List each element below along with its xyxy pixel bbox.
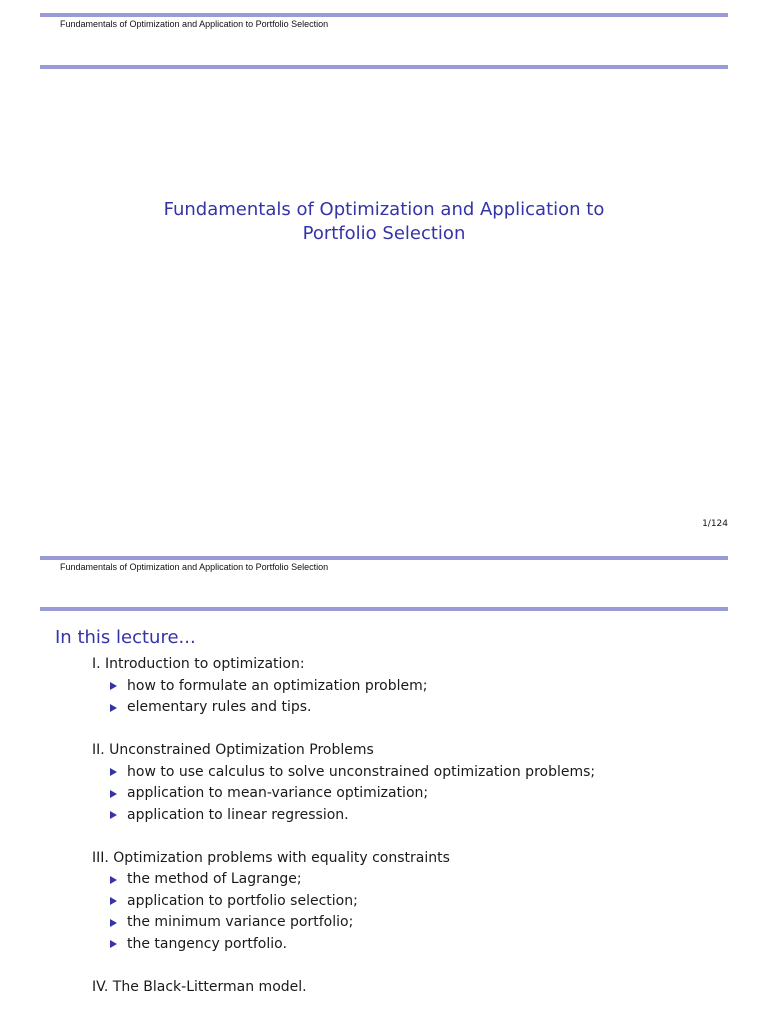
slide2-header-rule	[40, 607, 728, 611]
list-item	[110, 783, 712, 805]
list-item-text: elementary rules and tips.	[127, 699, 312, 715]
list-item-text: application to portfolio selection;	[127, 892, 358, 909]
outline-section	[92, 977, 712, 999]
outline-section	[92, 848, 712, 956]
section-heading: IV. The Black-Litterman model.	[92, 978, 307, 995]
slide1-title	[40, 198, 728, 246]
bullet-list	[92, 762, 712, 827]
list-item	[110, 912, 712, 934]
slide1-page-number: 1/124	[702, 519, 728, 529]
bullet-list	[92, 676, 712, 719]
list-item	[110, 697, 712, 719]
list-item	[110, 676, 712, 698]
triangle-right-icon	[110, 768, 117, 776]
lecture-outline	[92, 654, 712, 1020]
list-item-text: application to mean-variance optimization;	[127, 785, 429, 801]
list-item-text: the method of Lagrange;	[127, 871, 302, 887]
outline-section	[92, 654, 712, 719]
list-item-text: the minimum variance portfolio;	[127, 914, 354, 930]
triangle-right-icon	[110, 876, 117, 884]
list-item	[110, 869, 712, 891]
triangle-right-icon	[110, 811, 117, 819]
section-heading: I. Introduction to optimization:	[92, 656, 305, 672]
bullet-list	[92, 869, 712, 955]
triangle-right-icon	[110, 790, 117, 798]
slide1-header: Fundamentals of Optimization and Application to Portfolio Selection	[60, 19, 329, 29]
slide1-title-line: Fundamentals of Optimization and Application to	[163, 199, 605, 220]
list-item	[110, 762, 712, 784]
triangle-right-icon	[110, 919, 117, 927]
list-item-text: application to linear regression.	[127, 806, 349, 823]
triangle-right-icon	[110, 704, 117, 712]
list-item	[110, 934, 712, 956]
triangle-right-icon	[110, 940, 117, 948]
slide2-frame-title: In this lecture...	[55, 627, 196, 648]
slide1-title-line: Portfolio Selection	[302, 223, 466, 244]
list-item-text: the tangency portfolio.	[127, 935, 287, 952]
list-item	[110, 805, 712, 827]
section-heading: II. Unconstrained Optimization Problems	[92, 742, 374, 758]
section-heading: III. Optimization problems with equality constraints	[92, 849, 450, 866]
list-item-text: how to formulate an optimization problem;	[127, 677, 428, 694]
slide1-header-rule	[40, 65, 728, 69]
triangle-right-icon	[110, 682, 117, 690]
list-item-text: how to use calculus to solve unconstrained optimization problems;	[127, 763, 596, 780]
slide2-header: Fundamentals of Optimization and Application to Portfolio Selection	[60, 562, 329, 572]
slide2-top-rule	[40, 556, 728, 560]
slide1-top-rule	[40, 13, 728, 17]
outline-section	[92, 740, 712, 826]
list-item	[110, 891, 712, 913]
triangle-right-icon	[110, 897, 117, 905]
